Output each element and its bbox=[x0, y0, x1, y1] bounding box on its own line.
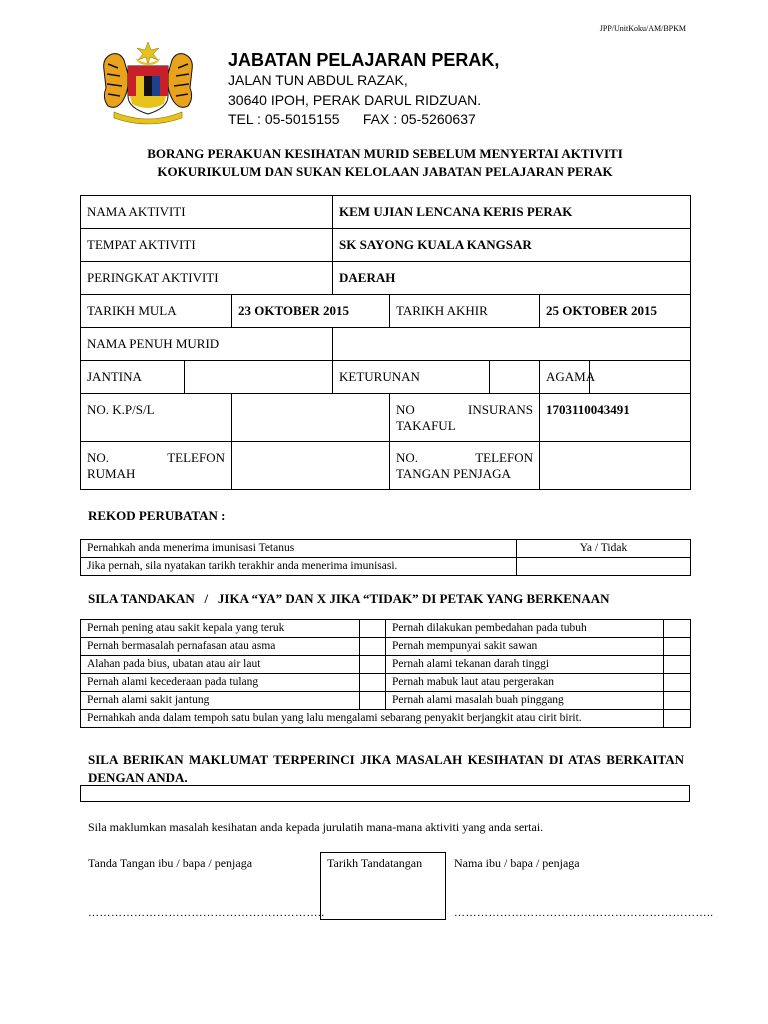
tarikh-akhir-label: TARIKH AKHIR bbox=[390, 295, 540, 328]
table-row bbox=[81, 295, 691, 328]
table-row bbox=[81, 620, 691, 638]
medical-record-table bbox=[80, 539, 691, 576]
details-instruction: SILA BERIKAN MAKLUMAT TERPERINCI JIKA MASALAH KESIHATAN DI ATAS BERKAITAN DENGAN ANDA. bbox=[88, 752, 684, 785]
nama-aktiviti-field[interactable]: KEM UJIAN LENCANA KERIS PERAK bbox=[333, 196, 691, 229]
kp-field[interactable] bbox=[232, 394, 390, 442]
tetanus-date-question: Jika pernah, sila nyatakan tarikh terakhir anda menerima imunisasi. bbox=[81, 558, 517, 576]
tel-rumah-label-word-3: RUMAH bbox=[87, 466, 136, 481]
tel-penjaga-label bbox=[390, 442, 540, 490]
checklist-item: Alahan pada bius, ubatan atau air laut bbox=[81, 656, 360, 674]
tetanus-question: Pernahkah anda menerima imunisasi Tetanus bbox=[81, 540, 517, 558]
rekod-perubatan-heading: REKOD PERUBATAN : bbox=[88, 508, 226, 523]
jantina-label: JANTINA bbox=[81, 361, 185, 394]
tarikh-akhir-field[interactable]: 25 OKTOBER 2015 bbox=[540, 295, 691, 328]
checklist-item: Pernah mempunyai sakit sawan bbox=[386, 638, 664, 656]
checklist-item: Pernah alami sakit jantung bbox=[81, 692, 360, 710]
notice-text: Sila maklumkan masalah kesihatan anda kepada jurulatih mana-mana aktiviti yang anda sertai. bbox=[88, 820, 544, 834]
table-row bbox=[81, 710, 691, 728]
tel-penjaga-label-word-3: TANGAN PENJAGA bbox=[396, 466, 511, 481]
nama-murid-label: NAMA PENUH MURID bbox=[81, 328, 333, 361]
tarikh-mula-label: TARIKH MULA bbox=[81, 295, 232, 328]
table-row bbox=[81, 638, 691, 656]
health-details-field[interactable] bbox=[80, 785, 690, 802]
checklist-checkbox[interactable] bbox=[360, 620, 386, 638]
form-title-line-2: KOKURIKULUM DAN SUKAN KELOLAAN JABATAN PELAJARAN PERAK bbox=[157, 164, 613, 179]
insurans-field[interactable]: 1703110043491 bbox=[540, 394, 691, 442]
tel-rumah-field[interactable] bbox=[232, 442, 390, 490]
table-row bbox=[81, 196, 691, 229]
peringkat-aktiviti-field[interactable]: DAERAH bbox=[333, 262, 691, 295]
checklist-item: Pernah alami tekanan darah tinggi bbox=[386, 656, 664, 674]
checklist-checkbox[interactable] bbox=[360, 692, 386, 710]
nama-aktiviti-label: NAMA AKTIVITI bbox=[81, 196, 333, 229]
agama-field[interactable] bbox=[590, 361, 691, 394]
signature-line[interactable]: …………………………………………………….. bbox=[88, 907, 325, 919]
contact-line: TEL : 05-5015155 FAX : 05-5260637 bbox=[228, 111, 476, 127]
guardian-name-label: Nama ibu / bapa / penjaga bbox=[454, 856, 580, 870]
checklist-item: Pernah dilakukan pembedahan pada tubuh bbox=[386, 620, 664, 638]
address-line-1: JALAN TUN ABDUL RAZAK, bbox=[228, 72, 408, 88]
tel-penjaga-label-word-1: NO. bbox=[396, 450, 419, 465]
checklist-checkbox[interactable] bbox=[664, 638, 691, 656]
organization-name: JABATAN PELAJARAN PERAK, bbox=[228, 50, 500, 70]
table-row bbox=[81, 674, 691, 692]
tempat-aktiviti-field[interactable]: SK SAYONG KUALA KANGSAR bbox=[333, 229, 691, 262]
insurans-label-word-3: TAKAFUL bbox=[396, 418, 456, 433]
checklist-checkbox[interactable] bbox=[664, 656, 691, 674]
table-row bbox=[81, 692, 691, 710]
tel-penjaga-label-word-2: TELEFON bbox=[475, 450, 534, 465]
keturunan-field[interactable] bbox=[490, 361, 540, 394]
checklist-item: Pernah alami masalah buah pinggang bbox=[386, 692, 664, 710]
tel-rumah-label-word-1: NO. bbox=[87, 450, 110, 465]
checklist-checkbox[interactable] bbox=[664, 710, 691, 728]
table-row bbox=[81, 656, 691, 674]
checklist-checkbox[interactable] bbox=[664, 692, 691, 710]
checklist-item: Pernah alami kecederaan pada tulang bbox=[81, 674, 360, 692]
tempat-aktiviti-label: TEMPAT AKTIVITI bbox=[81, 229, 333, 262]
tel-rumah-label bbox=[81, 442, 232, 490]
form-title-line-1: BORANG PERAKUAN KESIHATAN MURID SEBELUM MENYERTAI AKTIVITI bbox=[147, 146, 623, 161]
health-checklist-table bbox=[80, 619, 691, 728]
table-row bbox=[81, 262, 691, 295]
malaysia-coat-of-arms-icon bbox=[98, 40, 198, 126]
checklist-item-infection: Pernahkah anda dalam tempoh satu bulan yang lalu mengalami sebarang penyakit berjangkit atau cirit birit. bbox=[81, 710, 664, 728]
checklist-item: Pernah bermasalah pernafasan atau asma bbox=[81, 638, 360, 656]
agama-label: AGAMA bbox=[540, 361, 590, 394]
peringkat-aktiviti-label: PERINGKAT AKTIVITI bbox=[81, 262, 333, 295]
checklist-checkbox[interactable] bbox=[664, 620, 691, 638]
table-row bbox=[81, 361, 691, 394]
checklist-checkbox[interactable] bbox=[664, 674, 691, 692]
table-row bbox=[81, 540, 691, 558]
tick-instruction-heading: SILA TANDAKAN / JIKA “YA” DAN X JIKA “TIDAK” DI PETAK YANG BERKENAAN bbox=[88, 591, 610, 606]
checklist-checkbox[interactable] bbox=[360, 656, 386, 674]
signature-date-label: Tarikh Tandatangan bbox=[327, 856, 423, 870]
nama-murid-field[interactable] bbox=[333, 328, 691, 361]
table-row bbox=[81, 394, 691, 442]
checklist-checkbox[interactable] bbox=[360, 638, 386, 656]
guardian-name-line[interactable]: ………………………………………………………….. bbox=[454, 907, 714, 919]
insurans-label-word-1: NO bbox=[396, 402, 415, 417]
form-title bbox=[80, 145, 690, 181]
address-line-2: 30640 IPOH, PERAK DARUL RIDZUAN. bbox=[228, 92, 482, 108]
table-row bbox=[81, 558, 691, 576]
tel-rumah-label-word-2: TELEFON bbox=[167, 450, 225, 465]
tel-penjaga-field[interactable] bbox=[540, 442, 691, 490]
insurans-label-word-2: INSURANS bbox=[468, 402, 534, 417]
insurans-label bbox=[390, 394, 540, 442]
checklist-item: Pernah mabuk laut atau pergerakan bbox=[386, 674, 664, 692]
tetanus-answer-field[interactable]: Ya / Tidak bbox=[517, 540, 691, 558]
keturunan-label: KETURUNAN bbox=[333, 361, 490, 394]
jantina-field[interactable] bbox=[185, 361, 333, 394]
tarikh-mula-field[interactable]: 23 OKTOBER 2015 bbox=[232, 295, 390, 328]
tetanus-date-field[interactable] bbox=[517, 558, 691, 576]
signature-date-field[interactable] bbox=[320, 852, 446, 920]
table-row bbox=[81, 442, 691, 490]
checklist-item: Pernah pening atau sakit kepala yang teruk bbox=[81, 620, 360, 638]
kp-label: NO. K.P/S/L bbox=[81, 394, 232, 442]
table-row bbox=[81, 328, 691, 361]
activity-info-table bbox=[80, 195, 691, 490]
signature-label: Tanda Tangan ibu / bapa / penjaga bbox=[88, 856, 253, 870]
document-reference-code: JPP/UnitKoku/AM/BPKM bbox=[599, 24, 686, 33]
table-row bbox=[81, 229, 691, 262]
checklist-checkbox[interactable] bbox=[360, 674, 386, 692]
